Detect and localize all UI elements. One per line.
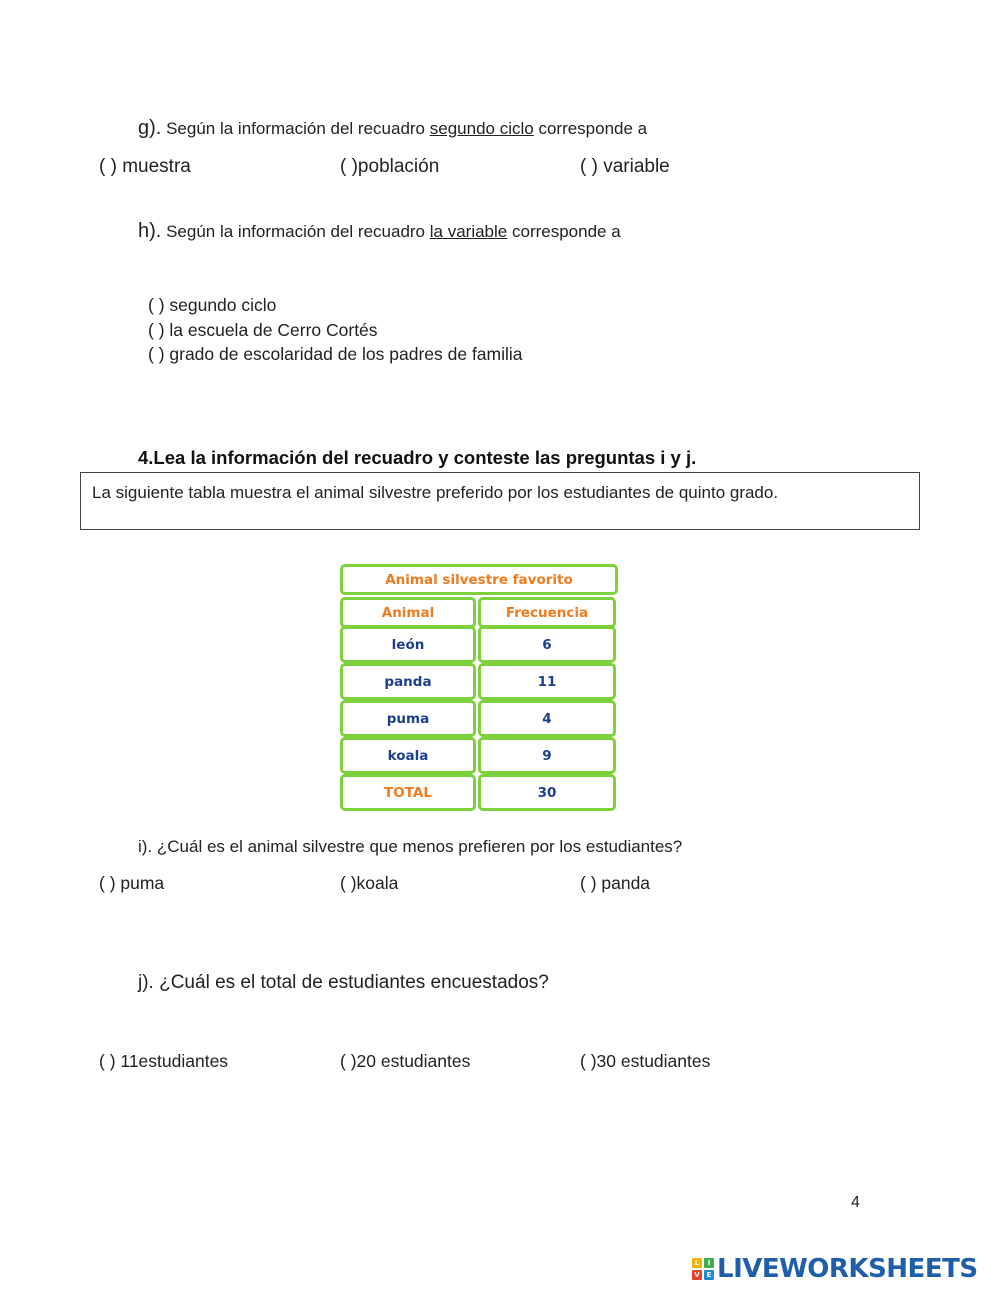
table-cell-frequency: 4 bbox=[478, 700, 616, 737]
option-g-2[interactable]: ( )población bbox=[340, 156, 440, 177]
table-cell-animal: puma bbox=[340, 700, 476, 737]
info-box bbox=[80, 472, 920, 530]
option-i-3[interactable]: ( ) panda bbox=[580, 873, 651, 893]
question-g-text: Según la información del recuadro bbox=[166, 119, 426, 138]
option-j-3[interactable]: ( )30 estudiantes bbox=[580, 1051, 711, 1071]
section-4-heading: 4.Lea la información del recuadro y conteste las preguntas i y j. bbox=[138, 447, 697, 468]
table-cell-animal: koala bbox=[340, 737, 476, 774]
question-h-underlined: la variable bbox=[429, 222, 508, 241]
liveworksheets-logo[interactable] bbox=[692, 1254, 978, 1284]
logo-mark-cell: I bbox=[704, 1258, 714, 1268]
question-g-letter: g). bbox=[138, 117, 162, 139]
question-h-text: Según la información del recuadro bbox=[166, 222, 426, 241]
option-g-3[interactable]: ( ) variable bbox=[580, 156, 670, 177]
option-h-2[interactable]: ( ) la escuela de Cerro Cortés bbox=[148, 319, 378, 340]
option-i-1[interactable]: ( ) puma bbox=[99, 873, 165, 893]
logo-mark-cell: V bbox=[692, 1270, 702, 1280]
question-i-text: i). ¿Cuál es el animal silvestre que menos prefieren por los estudiantes? bbox=[138, 837, 683, 856]
option-i-2[interactable]: ( )koala bbox=[340, 873, 399, 893]
option-j-1[interactable]: ( ) 11estudiantes bbox=[99, 1051, 229, 1071]
table-title: Animal silvestre favorito bbox=[340, 564, 618, 595]
question-h bbox=[138, 220, 621, 243]
question-g bbox=[138, 117, 647, 140]
table-header-frequency: Frecuencia bbox=[478, 597, 616, 628]
logo-mark-icon bbox=[692, 1258, 714, 1280]
logo-mark-cell: E bbox=[704, 1270, 714, 1280]
logo-mark-cell: L bbox=[692, 1258, 702, 1268]
option-h-1[interactable]: ( ) segundo ciclo bbox=[148, 295, 277, 315]
question-h-letter: h). bbox=[138, 220, 162, 242]
info-box-text: La siguiente tabla muestra el animal silvestre preferido por los estudiantes de quinto grado. bbox=[92, 483, 779, 502]
table-header-animal: Animal bbox=[340, 597, 476, 628]
option-g-1[interactable]: ( ) muestra bbox=[99, 156, 191, 177]
option-h-3[interactable]: ( ) grado de escolaridad de los padres de familia bbox=[148, 344, 523, 364]
question-j-text: j). ¿Cuál es el total de estudiantes encuestados? bbox=[138, 972, 549, 993]
table-cell-animal: león bbox=[340, 626, 476, 663]
question-h-options bbox=[148, 293, 523, 367]
table-cell-animal: panda bbox=[340, 663, 476, 700]
table-total-value: 30 bbox=[478, 774, 616, 811]
table-total-label: TOTAL bbox=[340, 774, 476, 811]
table-cell-frequency: 11 bbox=[478, 663, 616, 700]
animal-table bbox=[338, 563, 618, 811]
table-cell-frequency: 6 bbox=[478, 626, 616, 663]
table-cell-frequency: 9 bbox=[478, 737, 616, 774]
page-number: 4 bbox=[851, 1194, 860, 1211]
option-j-2[interactable]: ( )20 estudiantes bbox=[340, 1051, 471, 1071]
question-g-text-after: corresponde a bbox=[538, 119, 648, 138]
question-h-text-after: corresponde a bbox=[511, 222, 621, 241]
question-g-underlined: segundo ciclo bbox=[429, 119, 534, 138]
logo-text: LIVEWORKSHEETS bbox=[717, 1254, 978, 1284]
